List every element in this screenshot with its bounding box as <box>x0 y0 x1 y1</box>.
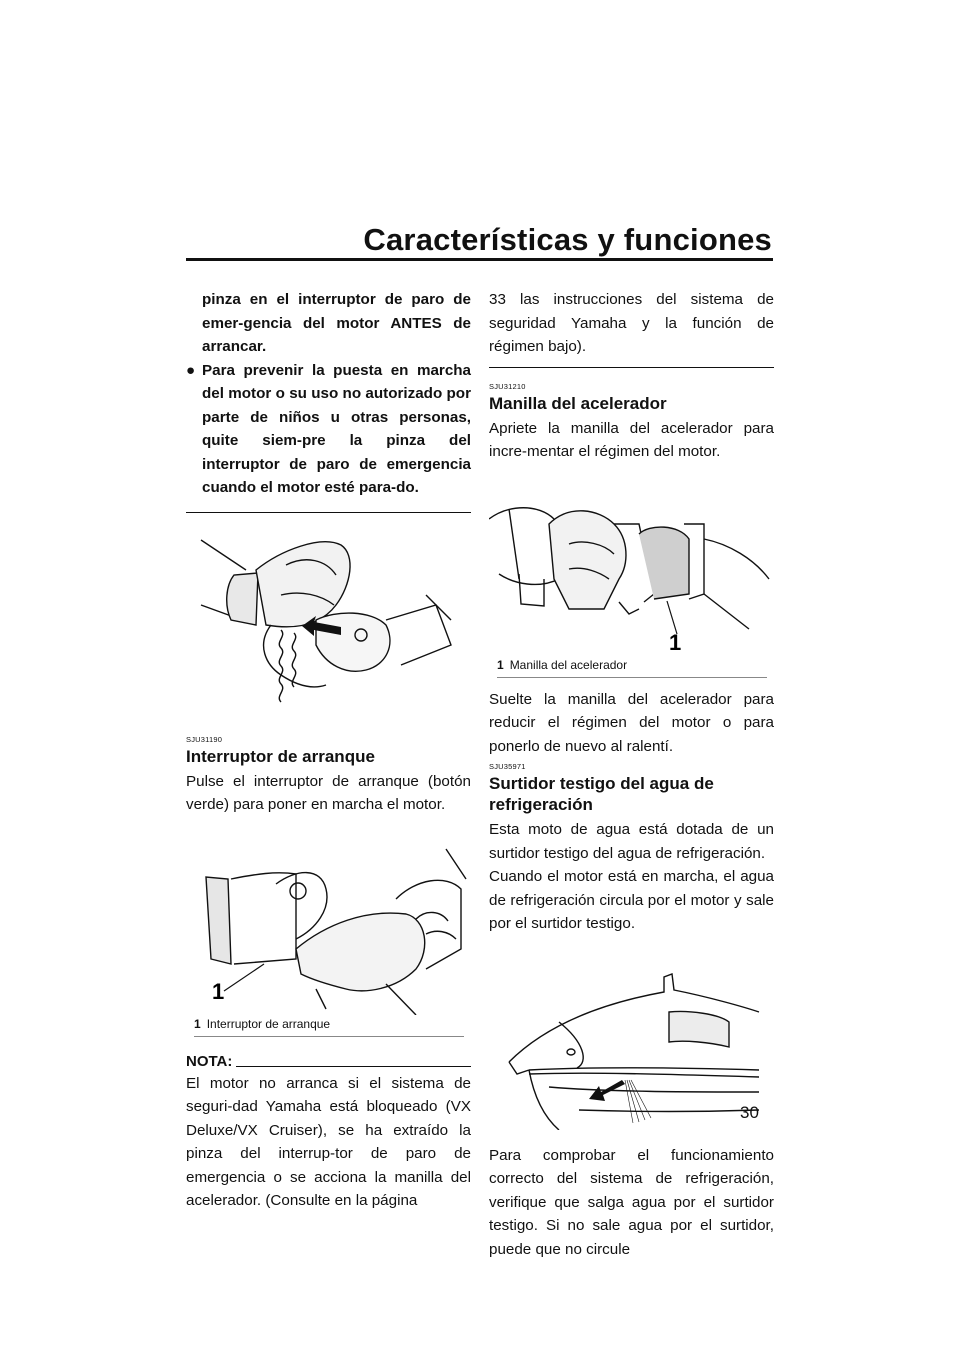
figure-cooling-outlet <box>489 952 774 1130</box>
figure-callout: 1 <box>212 978 225 1004</box>
caption-number: 1 <box>497 657 504 672</box>
figure-start-switch <box>186 839 471 1015</box>
hand-clip-illustration <box>186 525 471 721</box>
caption-rule <box>497 677 767 678</box>
title-rule <box>186 258 773 261</box>
bullet-icon: ● <box>186 361 196 379</box>
nota-header <box>186 1053 471 1070</box>
caption-text: Manilla del acelerador <box>509 657 628 672</box>
caption-number: 1 <box>194 1016 201 1031</box>
page-number: 30 <box>740 1103 759 1122</box>
right-column <box>489 288 774 1261</box>
caption-start <box>194 1017 471 1031</box>
start-switch-illustration <box>186 839 471 1015</box>
caption-throttle <box>497 658 774 672</box>
section-heading-start: Interruptor de arranque <box>186 746 375 766</box>
section-code: SJU35971 <box>489 762 526 771</box>
section-heading-cooling: Surtidor testigo del agua de refrigeración <box>489 774 714 814</box>
nota-rule <box>236 1066 471 1067</box>
figure-throttle <box>489 484 774 650</box>
warning-end-rule <box>186 512 471 513</box>
throttle-illustration <box>489 484 774 650</box>
nota-continued: 33 las instrucciones del sistema de seguridad Yamaha y la función de régimen bajo). <box>489 291 774 355</box>
nota-label: NOTA: <box>186 1052 233 1070</box>
cooling-body-3: Para comprobar el funcionamiento correcto del sistema de refrigeración, verifique que salga agua por el surtidor testigo. Si no sale agua por el surtidor, puede que no circule <box>489 1146 774 1258</box>
section-code: SJU31210 <box>489 381 526 391</box>
throttle-body-2: Suelte la manilla del acelerador para reducir el régimen del motor o para ponerlo de nuevo al ralentí. <box>489 690 774 755</box>
section-code: SJU31190 <box>186 734 223 744</box>
figure-emergency-clip <box>186 525 471 721</box>
caption-text: Interruptor de arranque <box>206 1016 331 1031</box>
page-title: Características y funciones <box>363 222 772 257</box>
section-heading-throttle: Manilla del acelerador <box>489 393 667 413</box>
nota-end-rule <box>489 367 774 368</box>
warning-bullet-text: Para prevenir la puesta en marcha del motor o su uso no autorizado por parte de niños u otras personas, quite siem-pre la pinza del interruptor de paro de emergencia cuando el motor esté para-do. <box>202 361 471 496</box>
figure-callout: 1 <box>669 629 682 650</box>
nota-body: El motor no arranca si el sistema de seguri-dad Yamaha está bloqueado (VX Deluxe/VX Cruiser), se ha extraído la pinza del interrup-tor de paro de emergencia o se acciona la manilla del acelerador. (Consulte en la página <box>186 1074 471 1209</box>
warning-text: pinza en el interruptor de paro de emer-gencia del motor ANTES de arrancar. <box>202 291 471 355</box>
left-column <box>186 288 471 1213</box>
start-body: Pulse el interruptor de arranque (botón verde) para poner en marcha el motor. <box>186 772 471 813</box>
caption-rule <box>194 1036 464 1037</box>
cooling-body-2: Cuando el motor está en marcha, el agua de refrigeración circula por el motor y sale por el surtidor testigo. <box>489 868 774 932</box>
watercraft-illustration <box>489 952 774 1130</box>
cooling-body-1: Esta moto de agua está dotada de un surtidor testigo del agua de refrigeración. <box>489 821 774 862</box>
warning-bullet <box>186 359 471 500</box>
throttle-body: Apriete la manilla del acelerador para incre-mentar el régimen del motor. <box>489 419 774 460</box>
